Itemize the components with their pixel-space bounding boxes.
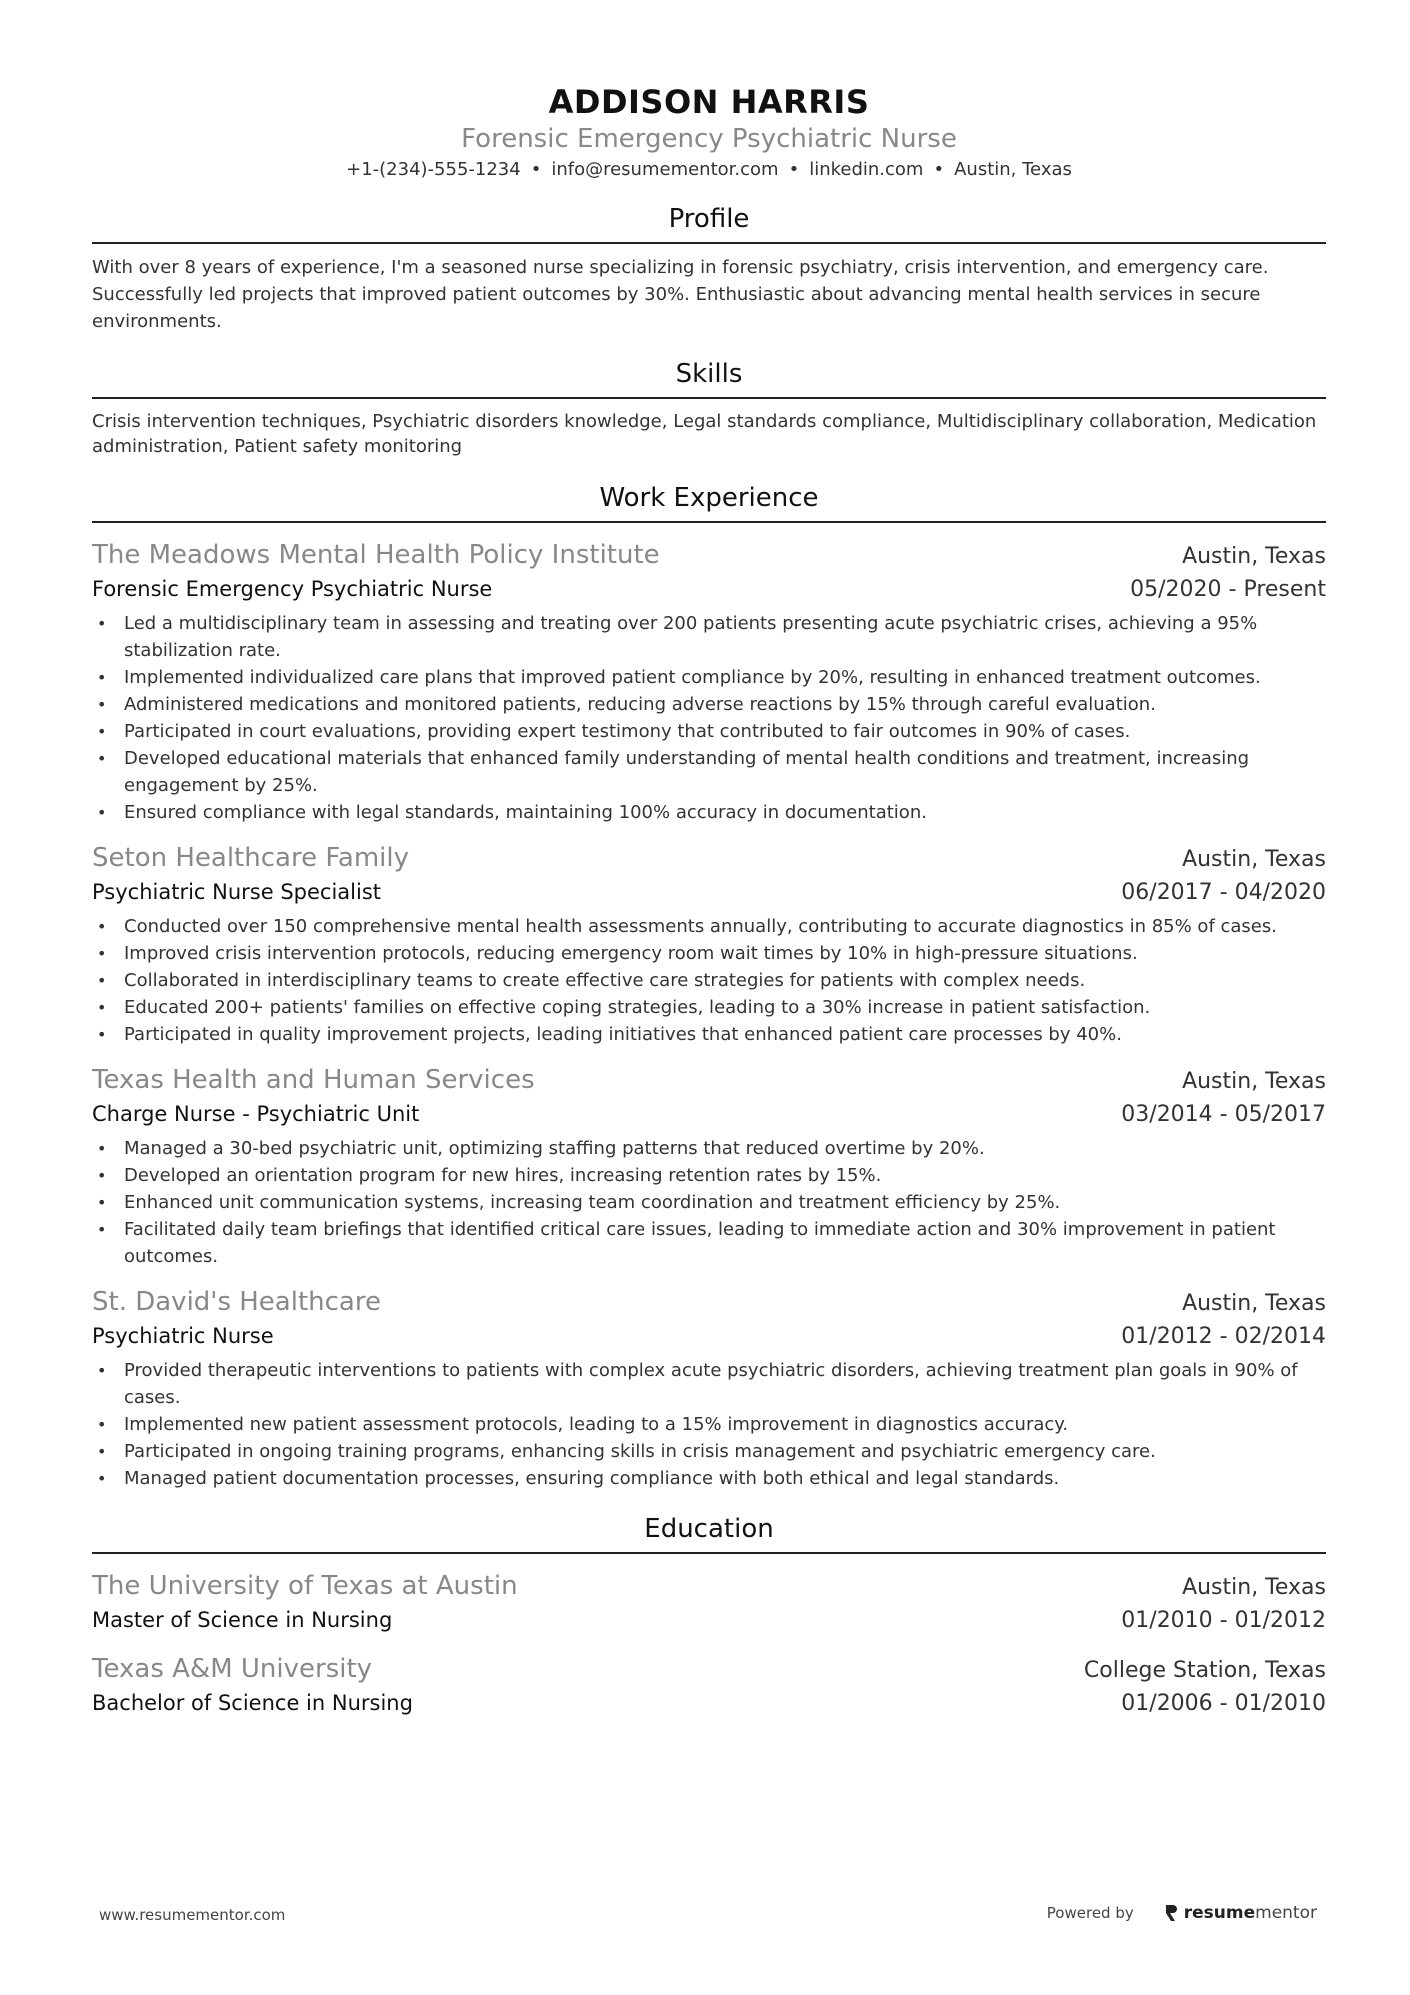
work-experience-heading: Work Experience xyxy=(92,481,1326,523)
degree-dates: 01/2010 - 01/2012 xyxy=(1121,1608,1326,1633)
resumementor-logo-icon xyxy=(1164,1903,1178,1923)
work-experience-list xyxy=(92,537,1326,1492)
email-address[interactable]: info@resumementor.com xyxy=(551,159,779,180)
job-header-row xyxy=(92,1062,1326,1098)
job-bullet: • Ensured compliance with legal standards, maintaining 100% accuracy in documentation. xyxy=(92,799,1326,826)
job-role-row xyxy=(92,573,1326,606)
job-organization: Seton Healthcare Family xyxy=(92,843,409,873)
skills-heading: Skills xyxy=(92,357,1326,399)
job-location: Austin, Texas xyxy=(1182,1069,1326,1094)
job-entry xyxy=(92,840,1326,1048)
degree-name: Bachelor of Science in Nursing xyxy=(92,1691,413,1715)
job-dates: 05/2020 - Present xyxy=(1130,577,1326,602)
school-header-row xyxy=(92,1651,1326,1687)
school-location: Austin, Texas xyxy=(1182,1575,1326,1600)
education-entry xyxy=(92,1568,1326,1637)
job-entry xyxy=(92,1284,1326,1492)
job-role: Forensic Emergency Psychiatric Nurse xyxy=(92,577,493,601)
powered-by-label: Powered by xyxy=(1046,1904,1134,1922)
job-entry xyxy=(92,537,1326,826)
footer-branding xyxy=(1047,1903,1317,1923)
skills-text: Crisis intervention techniques, Psychiatric disorders knowledge, Legal standards compliance, Multidisciplinary collaboration, Medication administration, Patient safety monitoring xyxy=(92,411,1317,457)
brand-name-bold: resume xyxy=(1183,1903,1256,1923)
resume-page xyxy=(92,0,1326,1720)
brand-name-light: mentor xyxy=(1255,1903,1317,1923)
job-dates: 03/2014 - 05/2017 xyxy=(1121,1102,1326,1127)
job-header-row xyxy=(92,537,1326,573)
separator-dot: • xyxy=(530,159,542,180)
separator-dot: • xyxy=(788,159,800,180)
job-header-row xyxy=(92,840,1326,876)
job-bullet: • Managed patient documentation processes, ensuring compliance with both ethical and legal standards. xyxy=(92,1465,1326,1492)
education-heading: Education xyxy=(92,1512,1326,1554)
education-list xyxy=(92,1568,1326,1720)
job-bullet: • Improved crisis intervention protocols, reducing emergency room wait times by 10% in high-pressure situations. xyxy=(92,940,1326,967)
job-bullets xyxy=(92,1135,1326,1270)
job-role: Psychiatric Nurse Specialist xyxy=(92,880,382,904)
brand-logo[interactable] xyxy=(1164,1903,1317,1923)
job-bullet: • Implemented individualized care plans that improved patient compliance by 20%, resulting in enhanced treatment outcomes. xyxy=(92,664,1326,691)
candidate-title: Forensic Emergency Psychiatric Nurse xyxy=(461,124,957,154)
job-bullet: • Conducted over 150 comprehensive mental health assessments annually, contributing to accurate diagnostics in 85% of cases. xyxy=(92,913,1326,940)
job-role: Psychiatric Nurse xyxy=(92,1324,274,1348)
job-bullet: • Enhanced unit communication systems, increasing team coordination and treatment efficiency by 25%. xyxy=(92,1189,1326,1216)
job-bullet: • Participated in quality improvement projects, leading initiatives that enhanced patient care processes by 40%. xyxy=(92,1021,1326,1048)
linkedin-link[interactable]: linkedin.com xyxy=(809,159,924,180)
school-location: College Station, Texas xyxy=(1083,1658,1326,1683)
job-bullets xyxy=(92,610,1326,826)
job-bullet: • Developed an orientation program for new hires, increasing retention rates by 15%. xyxy=(92,1162,1326,1189)
job-bullet: • Educated 200+ patients' families on effective coping strategies, leading to a 30% increase in patient satisfaction. xyxy=(92,994,1326,1021)
profile-text: With over 8 years of experience, I'm a seasoned nurse specializing in forensic psychiatry, crisis intervention, and emergency care. Successfully led projects that improved patient outcomes by 30%. Enthusiastic about advancing mental health services in secure environments. xyxy=(92,257,1269,332)
job-location: Austin, Texas xyxy=(1182,544,1326,569)
separator-dot: • xyxy=(933,159,945,180)
profile-heading: Profile xyxy=(92,202,1326,244)
job-bullet: • Participated in court evaluations, providing expert testimony that contributed to fair outcomes in 90% of cases. xyxy=(92,718,1326,745)
job-entry xyxy=(92,1062,1326,1270)
job-organization: St. David's Healthcare xyxy=(92,1287,381,1317)
degree-dates: 01/2006 - 01/2010 xyxy=(1121,1691,1326,1716)
job-organization: Texas Health and Human Services xyxy=(92,1065,535,1095)
location-text: Austin, Texas xyxy=(954,159,1072,180)
contact-line xyxy=(92,156,1326,184)
school-name: The University of Texas at Austin xyxy=(92,1571,518,1601)
footer-website[interactable]: www.resumementor.com xyxy=(99,1906,286,1924)
job-bullet: • Developed educational materials that enhanced family understanding of mental health conditions and treatment, increasing engagement by 25%. xyxy=(92,745,1326,799)
degree-row xyxy=(92,1687,1326,1720)
phone-number: +1-(234)-555-1234 xyxy=(346,159,521,180)
job-dates: 06/2017 - 04/2020 xyxy=(1121,880,1326,905)
education-entry xyxy=(92,1651,1326,1720)
job-location: Austin, Texas xyxy=(1182,847,1326,872)
job-location: Austin, Texas xyxy=(1182,1291,1326,1316)
job-bullets xyxy=(92,1357,1326,1492)
job-organization: The Meadows Mental Health Policy Institute xyxy=(92,540,660,570)
job-dates: 01/2012 - 02/2014 xyxy=(1121,1324,1326,1349)
degree-row xyxy=(92,1604,1326,1637)
job-bullet: • Implemented new patient assessment protocols, leading to a 15% improvement in diagnostics accuracy. xyxy=(92,1411,1326,1438)
candidate-name: ADDISON HARRIS xyxy=(548,83,870,121)
job-bullet: • Led a multidisciplinary team in assessing and treating over 200 patients presenting acute psychiatric crises, achieving a 95% stabilization rate. xyxy=(92,610,1326,664)
degree-name: Master of Science in Nursing xyxy=(92,1608,393,1632)
resume-header xyxy=(92,82,1326,184)
job-bullets xyxy=(92,913,1326,1048)
job-bullet: • Provided therapeutic interventions to patients with complex acute psychiatric disorders, achieving treatment plan goals in 90% of cases. xyxy=(92,1357,1326,1411)
job-bullet: • Managed a 30-bed psychiatric unit, optimizing staffing patterns that reduced overtime by 20%. xyxy=(92,1135,1326,1162)
job-bullet: • Participated in ongoing training programs, enhancing skills in crisis management and psychiatric emergency care. xyxy=(92,1438,1326,1465)
job-role-row xyxy=(92,1098,1326,1131)
job-role-row xyxy=(92,1320,1326,1353)
job-role: Charge Nurse - Psychiatric Unit xyxy=(92,1102,420,1126)
school-header-row xyxy=(92,1568,1326,1604)
school-name: Texas A&M University xyxy=(92,1654,373,1684)
job-role-row xyxy=(92,876,1326,909)
job-header-row xyxy=(92,1284,1326,1320)
job-bullet: • Administered medications and monitored patients, reducing adverse reactions by 15% through careful evaluation. xyxy=(92,691,1326,718)
job-bullet: • Facilitated daily team briefings that identified critical care issues, leading to immediate action and 30% improvement in patient outcomes. xyxy=(92,1216,1326,1270)
job-bullet: • Collaborated in interdisciplinary teams to create effective care strategies for patients with complex needs. xyxy=(92,967,1326,994)
